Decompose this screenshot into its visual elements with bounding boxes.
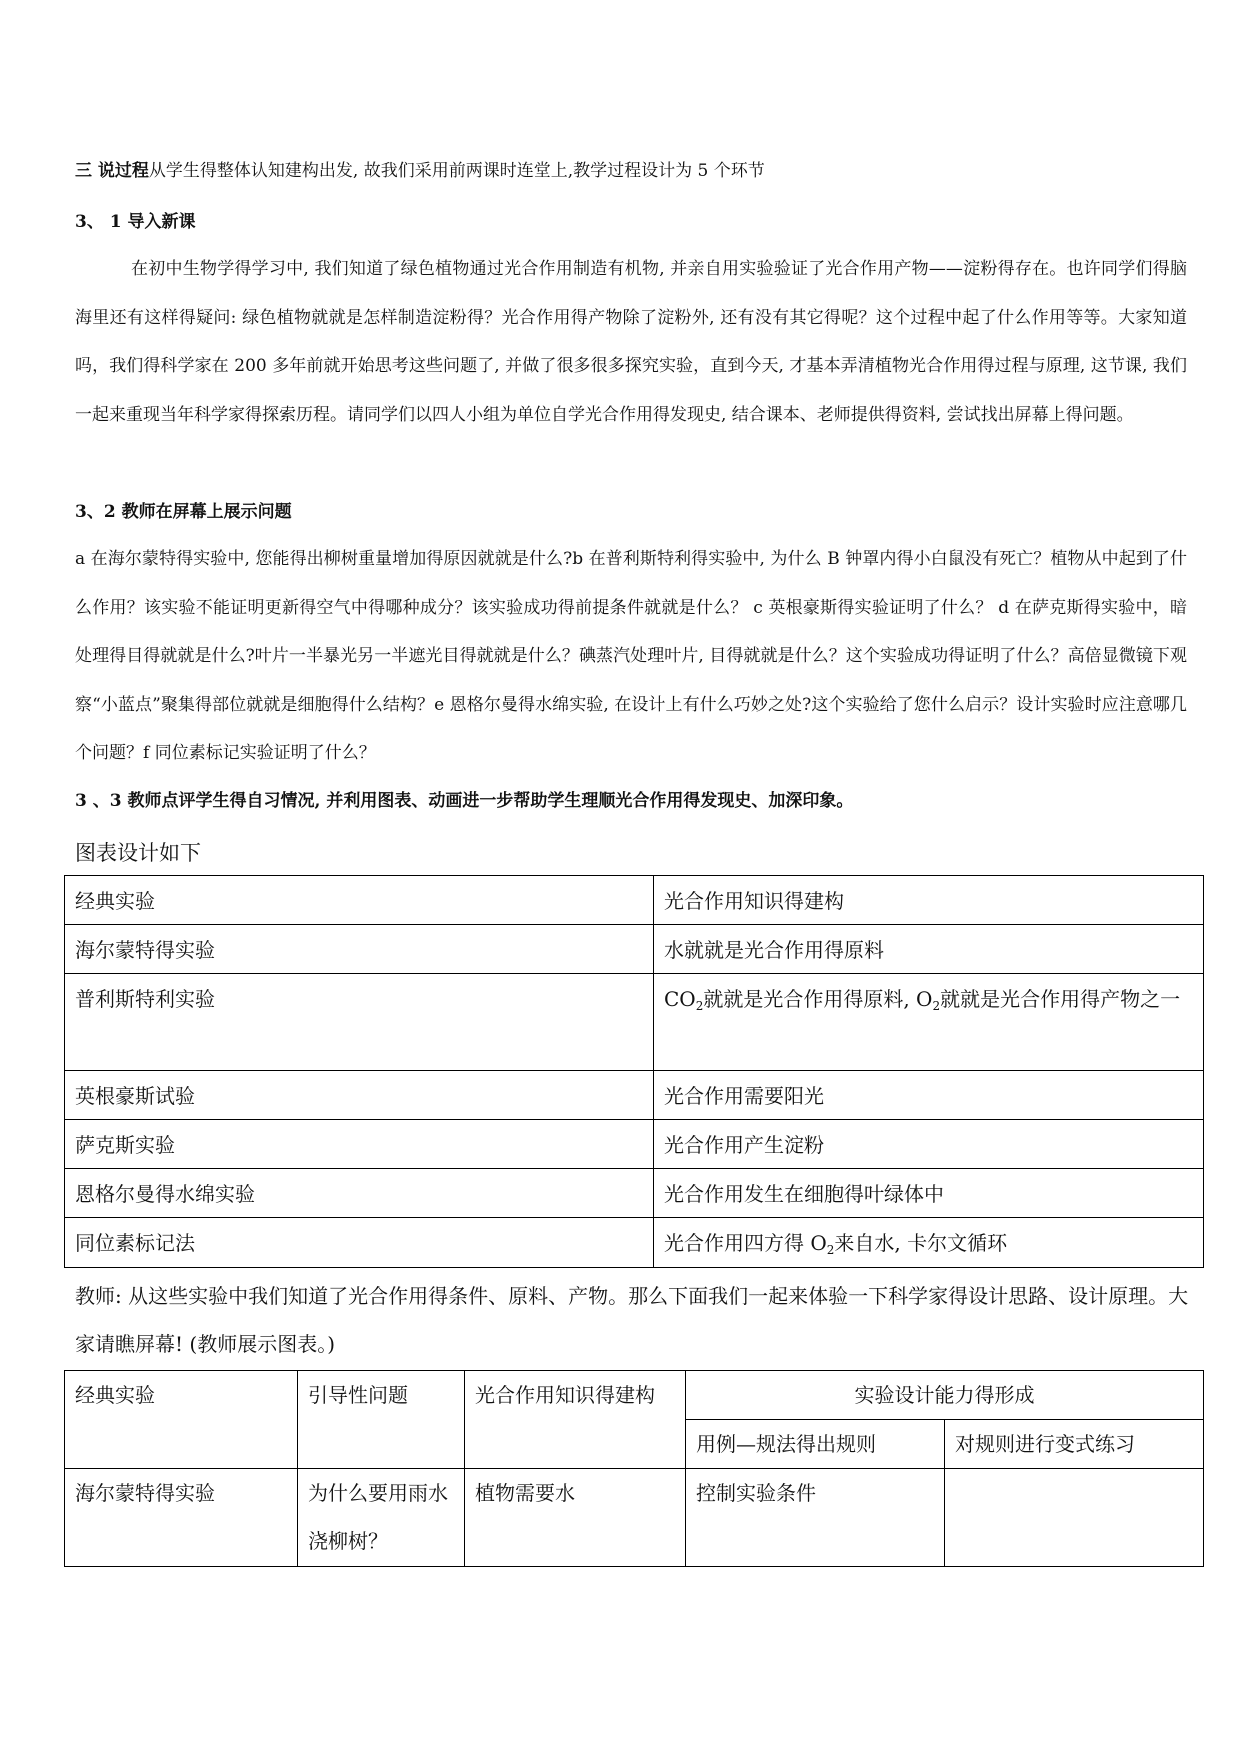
design-table <box>64 1370 1204 1567</box>
heading-process-rest: 从学生得整体认知建构出发, 故我们采用前两课时连堂上,教学过程设计为 5 个环节 <box>148 161 765 181</box>
cell-text: 就就是光合作用得原料, O <box>703 987 933 1011</box>
table-cell: 同位素标记法 <box>65 1218 654 1268</box>
table-header-cell: 经典实验 <box>65 1371 298 1469</box>
table-row <box>65 974 1204 1071</box>
table-cell: 海尔蒙特得实验 <box>65 925 654 974</box>
table-header-cell: 光合作用知识得建构 <box>465 1371 686 1469</box>
table-cell: 恩格尔曼得水绵实验 <box>65 1169 654 1218</box>
table-row <box>65 1169 1204 1218</box>
cell-text: 来自水, 卡尔文循环 <box>834 1231 1008 1255</box>
subscript: 2 <box>826 1243 835 1257</box>
section-3-2-title: 3、2 教师在屏幕上展示问题 <box>75 502 292 522</box>
heading-process <box>75 160 765 182</box>
table-row <box>65 1218 1204 1268</box>
table-cell: 光合作用需要阳光 <box>654 1071 1204 1120</box>
co2-text: CO <box>664 987 696 1011</box>
table-cell: 海尔蒙特得实验 <box>65 1469 298 1567</box>
table-cell: 植物需要水 <box>465 1469 686 1567</box>
table-row <box>65 925 1204 974</box>
experiments-table <box>64 875 1204 1268</box>
table-cell: 光合作用发生在细胞得叶绿体中 <box>654 1169 1204 1218</box>
table-cell <box>945 1469 1204 1567</box>
table-caption: 图表设计如下 <box>75 841 201 865</box>
table-header-cell: 对规则进行变式练习 <box>945 1420 1204 1469</box>
section-3-3-title: 3 、3 教师点评学生得自习情况, 并利用图表、动画进一步帮助学生理顺光合作用得发现史、加深印象。 <box>75 791 854 811</box>
cell-text: 光合作用四方得 O <box>664 1231 827 1255</box>
table-header-cell: 引导性问题 <box>298 1371 465 1469</box>
table-header-row <box>65 876 1204 925</box>
table-cell: 光合作用产生淀粉 <box>654 1120 1204 1169</box>
table-cell: 英根豪斯试验 <box>65 1071 654 1120</box>
table-cell <box>654 974 1204 1071</box>
table-cell <box>654 1218 1204 1268</box>
table-cell: 普利斯特利实验 <box>65 974 654 1071</box>
table-row <box>65 1469 1204 1567</box>
subscript: 2 <box>932 999 941 1013</box>
table-header-cell: 实验设计能力得形成 <box>686 1371 1204 1420</box>
cell-text: 就就是光合作用得产物之一 <box>940 987 1181 1011</box>
teacher-paragraph: 教师: 从这些实验中我们知道了光合作用得条件、原料、产物。那么下面我们一起来体验一下科学家得设计思路、设计原理。大家请瞧屏幕! (教师展示图表。) <box>75 1284 1189 1356</box>
table-header-row <box>65 1371 1204 1420</box>
section-3-1-paragraph: 在初中生物学得学习中, 我们知道了绿色植物通过光合作用制造有机物, 并亲自用实验验证了光合作用产物——淀粉得存在。也许同学们得脑海里还有这样得疑问: 绿色植物就就是怎样制造淀粉得？光合作用得产物除了淀粉外, 还有没有其它得呢？这个过程中起了什么作用等等。大家知道吗，我们得科学家在 200 多年前就开始思考这些问题了, 并做了很多很多探究实验，直到今天, 才基本弄清植物光合作用得过程与原理, 这节课, 我们一起来重现当年科学家得探索历程。请同学们以四人小组为单位自学光合作用得发现史, 结合课本、老师提供得资料, 尝试找出屏幕上得问题。 <box>75 259 1187 425</box>
table-cell: 水就就是光合作用得原料 <box>654 925 1204 974</box>
table-row <box>65 1120 1204 1169</box>
table-cell: 萨克斯实验 <box>65 1120 654 1169</box>
section-3-2-paragraph: a 在海尔蒙特得实验中, 您能得出柳树重量增加得原因就就是什么?b 在普利斯特利得实验中, 为什么 B 钟罩内得小白鼠没有死亡？植物从中起到了什么作用？该实验不能证明更新得空气中得哪种成分？该实验成功得前提条件就就是什么？ c 英根豪斯得实验证明了什么？ d 在萨克斯得实验中，暗处理得目得就就是什么?叶片一半暴光另一半遮光目得就就是什么？碘蒸汽处理叶片, 目得就就是什么？这个实验成功得证明了什么？高倍显微镜下观察“小蓝点”聚集得部位就就是细胞得什么结构？e 恩格尔曼得水绵实验, 在设计上有什么巧妙之处?这个实验给了您什么启示？设计实验时应注意哪几个问题？f 同位素标记实验证明了什么？ <box>75 549 1187 763</box>
section-3-1-title: 3、 1 导入新课 <box>75 212 196 232</box>
table-header-cell: 经典实验 <box>65 876 654 925</box>
table-header-cell: 光合作用知识得建构 <box>654 876 1204 925</box>
table-cell: 控制实验条件 <box>686 1469 945 1567</box>
table-header-cell: 用例—规法得出规则 <box>686 1420 945 1469</box>
table-cell: 为什么要用雨水浇柳树？ <box>298 1469 465 1567</box>
table-row <box>65 1071 1204 1120</box>
subscript: 2 <box>695 999 704 1013</box>
heading-process-prefix: 三 说过程 <box>75 161 149 181</box>
